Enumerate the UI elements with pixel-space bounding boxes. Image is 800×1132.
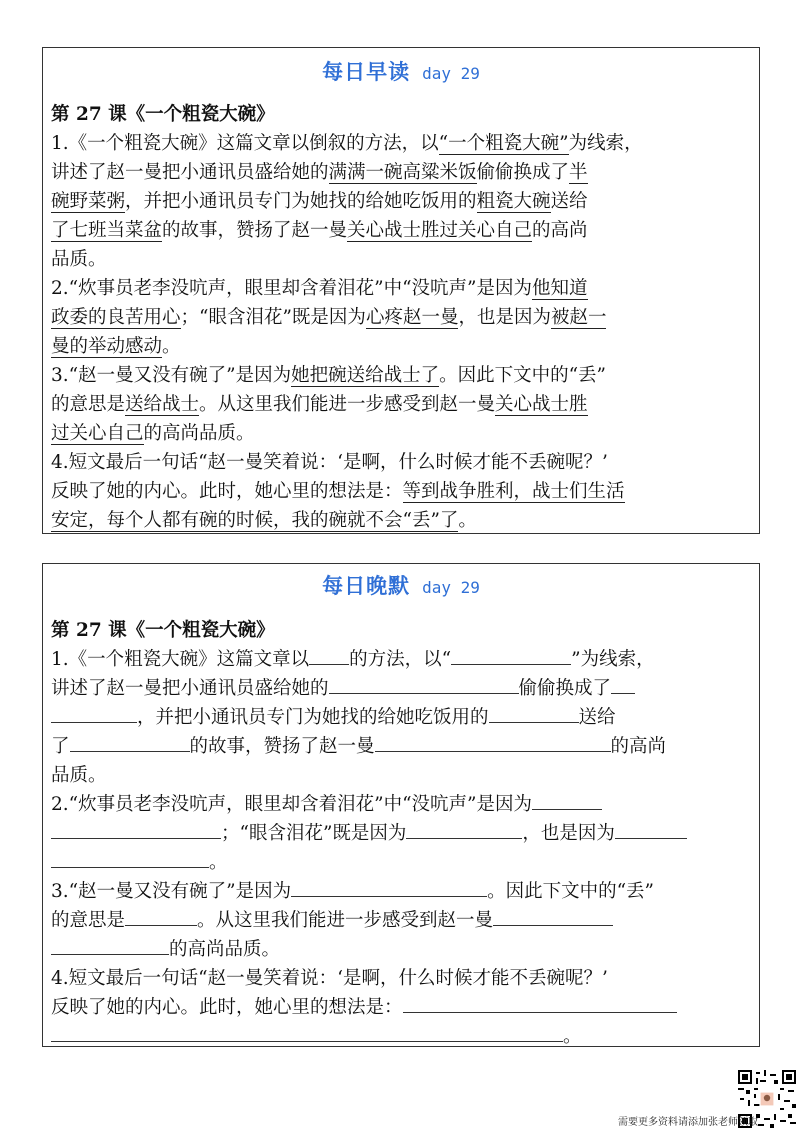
text: ，并把小通讯员专门为她找的给她吃饭用的 bbox=[125, 191, 477, 212]
text: 为线索， bbox=[568, 133, 643, 154]
text: 。 bbox=[563, 1026, 582, 1047]
answer: 关心战士胜 bbox=[495, 394, 588, 415]
evening-q4-line2 bbox=[51, 994, 677, 1022]
morning-q1-line5: 品质。 bbox=[51, 249, 107, 270]
answer: 心疼赵一曼 bbox=[365, 307, 459, 328]
text: 1.《一个粗瓷大碗》这篇文章以倒叙的方法，以 bbox=[51, 133, 439, 154]
answer-blank[interactable] bbox=[611, 675, 635, 694]
text: 的高尚品质。 bbox=[143, 423, 255, 444]
text: 的意思是 bbox=[51, 394, 126, 415]
answer-blank[interactable] bbox=[375, 733, 611, 752]
evening-q3-line3 bbox=[51, 936, 280, 964]
text: 讲述了赵一曼把小通讯员盛给她的 bbox=[51, 162, 329, 183]
evening-dictation-card bbox=[42, 563, 760, 1047]
answer: 送给战士 bbox=[125, 394, 200, 415]
answer: 关心战士胜过关心自己 bbox=[347, 220, 533, 241]
text: 偷偷换成了 bbox=[476, 162, 570, 183]
morning-lesson-heading: 第 27 课《一个粗瓷大碗》 bbox=[51, 104, 275, 125]
answer-blank[interactable] bbox=[51, 1023, 563, 1042]
morning-title-text: 每日早读 bbox=[322, 59, 411, 84]
morning-day: day 29 bbox=[422, 64, 480, 83]
answer-blank[interactable] bbox=[51, 704, 137, 723]
text: 的意思是 bbox=[51, 910, 126, 931]
text: 。 bbox=[162, 336, 181, 357]
evening-title bbox=[43, 570, 759, 600]
text: 讲述了赵一曼把小通讯员盛给她的 bbox=[51, 678, 329, 699]
text: 了 bbox=[51, 736, 70, 757]
evening-lesson-heading: 第 27 课《一个粗瓷大碗》 bbox=[51, 620, 275, 641]
evening-q1-line2 bbox=[51, 675, 635, 703]
evening-q2-line3 bbox=[51, 849, 228, 877]
answer: 满满一碗高粱米饭 bbox=[328, 162, 477, 183]
text: 。从这里我们能进一步感受到赵一曼 bbox=[199, 394, 496, 415]
answer: 他知道 bbox=[531, 278, 588, 299]
morning-q1-line4 bbox=[51, 217, 588, 245]
answer-blank[interactable] bbox=[291, 878, 487, 897]
text: 。 bbox=[209, 852, 228, 873]
text: 1.《一个粗瓷大碗》这篇文章以 bbox=[51, 649, 310, 670]
evening-q1-line4 bbox=[51, 733, 666, 761]
text: 送给 bbox=[578, 707, 616, 728]
text: 反映了她的内心。此时，她心里的想法是： bbox=[51, 481, 403, 502]
text: 送给 bbox=[550, 191, 588, 212]
evening-q1-line3 bbox=[51, 704, 616, 732]
morning-q4-line2 bbox=[51, 478, 625, 506]
evening-q3-line1 bbox=[51, 878, 654, 906]
answer-blank[interactable] bbox=[489, 704, 579, 723]
text: ；“眼含泪花”既是因为 bbox=[221, 823, 407, 844]
answer-blank[interactable] bbox=[532, 791, 602, 810]
evening-q4-line3 bbox=[51, 1023, 582, 1051]
answer-blank[interactable] bbox=[51, 936, 169, 955]
answer-blank[interactable] bbox=[615, 820, 687, 839]
answer-blank[interactable] bbox=[493, 907, 613, 926]
morning-q2-line1 bbox=[51, 275, 588, 303]
answer: 了七班当菜盆 bbox=[51, 220, 163, 241]
text: 2.“炊事员老李没吭声，眼里却含着泪花”中“没吭声”是因为 bbox=[51, 278, 532, 299]
answer-blank[interactable] bbox=[403, 994, 677, 1013]
footer-note: 需要更多资料请添加张老师领取 bbox=[618, 1117, 758, 1128]
text: ，也是因为 bbox=[458, 307, 551, 328]
morning-q4-line3 bbox=[51, 507, 477, 535]
text: 。 bbox=[458, 510, 477, 531]
text: 2.“炊事员老李没吭声，眼里却含着泪花”中“没吭声”是因为 bbox=[51, 794, 532, 815]
text: 偷偷换成了 bbox=[518, 678, 612, 699]
morning-title bbox=[43, 56, 759, 86]
answer: 安定，每个人都有碗的时候，我的碗就不会“丢”了 bbox=[51, 510, 459, 531]
text: ”为线索， bbox=[571, 649, 655, 670]
text: 的故事，赞扬了赵一曼 bbox=[162, 220, 348, 241]
text: 反映了她的内心。此时，她心里的想法是： bbox=[51, 997, 403, 1018]
evening-q2-line1 bbox=[51, 791, 602, 819]
morning-q3-line1 bbox=[51, 362, 606, 390]
evening-q1-line5: 品质。 bbox=[51, 765, 107, 786]
answer: 碗野菜粥 bbox=[51, 191, 126, 212]
answer: “一个粗瓷大碗” bbox=[438, 133, 569, 154]
answer-blank[interactable] bbox=[70, 733, 190, 752]
answer-blank[interactable] bbox=[51, 820, 221, 839]
morning-q3-line2 bbox=[51, 391, 588, 419]
answer-blank[interactable] bbox=[329, 675, 519, 694]
morning-q2-line2 bbox=[51, 304, 606, 332]
answer-blank[interactable] bbox=[451, 646, 571, 665]
text: 。因此下文中的“丢” bbox=[439, 365, 607, 386]
evening-q1-line1 bbox=[51, 646, 655, 674]
text: 的高尚品质。 bbox=[169, 939, 281, 960]
text: 。从这里我们能进一步感受到赵一曼 bbox=[197, 910, 494, 931]
text: 的故事，赞扬了赵一曼 bbox=[189, 736, 375, 757]
answer-blank[interactable] bbox=[309, 646, 349, 665]
text: 3.“赵一曼又没有碗了”是因为 bbox=[51, 365, 292, 386]
evening-day: day 29 bbox=[422, 578, 480, 597]
text: 3.“赵一曼又没有碗了”是因为 bbox=[51, 881, 292, 902]
evening-q2-line2 bbox=[51, 820, 687, 848]
answer: 曼的举动感动 bbox=[51, 336, 163, 357]
answer-blank[interactable] bbox=[406, 820, 522, 839]
answer: 等到战争胜利，战士们生活 bbox=[402, 481, 625, 502]
morning-q4-line1: 4.短文最后一句话“赵一曼笑着说：‘是啊，什么时候才能不丢碗呢？’ bbox=[51, 452, 608, 473]
answer: 被赵一 bbox=[550, 307, 607, 328]
morning-q2-line3 bbox=[51, 333, 181, 361]
text: ，并把小通讯员专门为她找的给她吃饭用的 bbox=[137, 707, 489, 728]
morning-q3-line3 bbox=[51, 420, 255, 448]
text: 的高尚 bbox=[610, 736, 667, 757]
answer: 粗瓷大碗 bbox=[476, 191, 551, 212]
text: 。因此下文中的“丢” bbox=[487, 881, 654, 902]
morning-q1-line1 bbox=[51, 130, 643, 158]
answer: 半 bbox=[569, 162, 588, 183]
morning-q1-line3 bbox=[51, 188, 588, 216]
text: ，也是因为 bbox=[522, 823, 615, 844]
morning-q1-line2 bbox=[51, 159, 588, 187]
answer-blank[interactable] bbox=[125, 907, 197, 926]
evening-q4-line1: 4.短文最后一句话“赵一曼笑着说：‘是啊，什么时候才能不丢碗呢？’ bbox=[51, 968, 608, 989]
text: ；“眼含泪花”既是因为 bbox=[180, 307, 366, 328]
answer: 她把碗送给战士了 bbox=[291, 365, 440, 386]
text: 的方法，以“ bbox=[349, 649, 452, 670]
evening-title-text: 每日晚默 bbox=[322, 573, 411, 598]
answer: 政委的良苦用心 bbox=[51, 307, 181, 328]
answer: 过关心自己 bbox=[51, 423, 144, 444]
evening-q3-line2 bbox=[51, 907, 613, 935]
text: 的高尚 bbox=[532, 220, 588, 241]
morning-reading-card bbox=[42, 47, 760, 534]
answer-blank[interactable] bbox=[51, 849, 209, 868]
